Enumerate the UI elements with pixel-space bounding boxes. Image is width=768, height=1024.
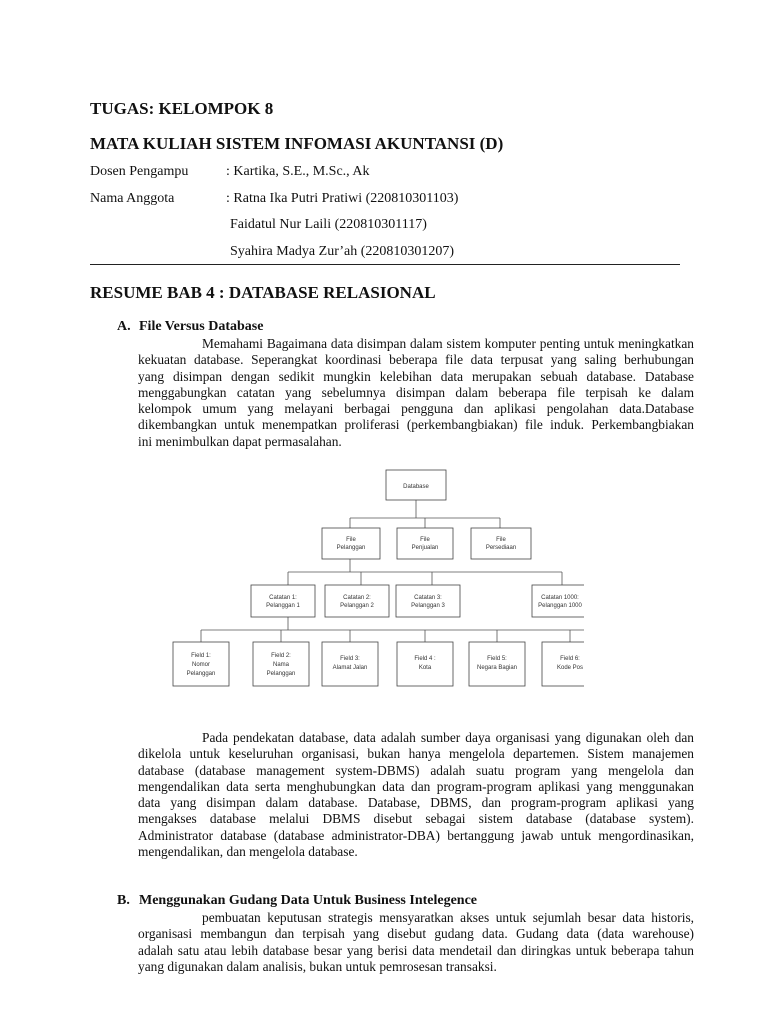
section-a-paragraph-2 — [138, 730, 694, 860]
node-field — [469, 642, 525, 686]
section-b-letter: B. — [117, 893, 130, 908]
para-line: adalah satu atau lebih database besar yang berisi data mendetail dan diringkas untuk beberapa tahun — [138, 942, 694, 958]
node-label: File — [496, 537, 506, 543]
para-line: organisasi membangun dan terpisah yang disebut gudang data. Gudang data (data warehouse) — [138, 926, 694, 942]
para-line: yang disimpan dengan sedikit mungkin kelebihan data merupakan sebuah database. Database — [138, 368, 694, 384]
section-a-paragraph-1 — [138, 336, 694, 450]
course-title: MATA KULIAH SISTEM INFOMASI AKUNTANSI (D) — [90, 134, 504, 153]
node-label: Negara Bagian — [476, 665, 518, 671]
node-file — [397, 528, 453, 559]
node-label: File — [420, 537, 430, 543]
node-label: Kode Pos — [556, 665, 584, 671]
para-line: mengakses database melalui DBMS disebut sebagai sistem database (database system). — [138, 811, 694, 827]
node-label: Pelanggan — [186, 671, 216, 677]
node-label: Pelanggan 1000 — [538, 603, 582, 609]
divider-rule — [90, 264, 680, 265]
node-label: Catatan 1000: — [541, 595, 579, 601]
assignment-title: TUGAS: KELOMPOK 8 — [90, 99, 274, 118]
lecturer-value: : Kartika, S.E., M.Sc., Ak — [226, 164, 370, 179]
node-file — [322, 528, 380, 559]
node-label: Alamat Jalan — [332, 665, 368, 671]
node-record — [532, 585, 584, 617]
node-label: Field 4 : — [414, 656, 436, 662]
node-label: Pelanggan — [336, 545, 366, 551]
section-b-paragraph — [138, 910, 694, 975]
node-field — [397, 642, 453, 686]
para-line: pembuatan keputusan strategis mensyaratkan akses untuk sejumlah besar data historis, — [202, 910, 694, 925]
node-label: Field 5: — [487, 656, 507, 662]
node-label: Field 3: — [340, 656, 360, 662]
para-line: kekuatan database. Seperangkat koordinasi beberapa file data terpusat yang saling berhubungan — [138, 352, 694, 368]
node-label: Field 2: — [271, 653, 291, 659]
para-line: mengendalikan, dan mengelola database. — [138, 844, 358, 860]
resume-title: RESUME BAB 4 : DATABASE RELASIONAL — [90, 283, 436, 302]
node-file — [471, 528, 531, 559]
node-label: Persediaan — [485, 545, 517, 551]
para-line: Administrator database (database administrator-DBA) bertanggung jawab untuk mengordinasikan, — [138, 827, 694, 843]
node-label: Pelanggan — [266, 671, 296, 677]
node-record — [325, 585, 389, 617]
node-label: Field 1: — [191, 653, 211, 659]
member-1: : Ratna Ika Putri Pratiwi (220810301103) — [226, 191, 459, 206]
para-line: Memahami Bagaimana data disimpan dalam sistem komputer penting untuk meningkatkan — [202, 336, 694, 351]
para-line: kelompok umum yang melayani berbagai pengguna dan aplikasi pengolahan data.Database — [138, 401, 694, 417]
node-record — [396, 585, 460, 617]
node-label: Nomor — [191, 662, 211, 668]
member-3: Syahira Madya Zur’ah (220810301207) — [230, 244, 455, 259]
node-label: Database — [403, 484, 429, 490]
node-label: File — [346, 537, 356, 543]
para-line: ini menimbulkan dapat permasalahan. — [138, 433, 342, 449]
lecturer-label: Dosen Pengampu — [90, 164, 189, 179]
members-label: Nama Anggota — [90, 191, 175, 206]
node-label: Pelanggan 3 — [411, 603, 445, 609]
node-field — [542, 642, 584, 686]
node-label: Catatan 3: — [414, 595, 442, 601]
para-line: dikelola untuk keseluruhan organisasi, bukan hanya mengelola departemen. Sistem manajemen — [138, 746, 694, 762]
node-label: Nama — [272, 662, 290, 668]
node-record — [251, 585, 315, 617]
node-label: Pelanggan 2 — [340, 603, 374, 609]
node-label: Pelanggan 1 — [266, 603, 300, 609]
node-label: Kota — [418, 665, 432, 671]
para-line: dikembangkan untuk menempatkan proliferasi (perkembangbiakan) file induk. Perkembangbiakan — [138, 417, 694, 433]
para-line: database (database management system-DBMS) adalah suatu program yang mengelola dan — [138, 762, 694, 778]
section-a-letter: A. — [117, 319, 131, 334]
para-line: Pada pendekatan database, data adalah sumber daya organisasi yang digunakan oleh dan — [202, 730, 694, 745]
para-line: menggabungkan catatan yang sebelumnya disimpan dalam beberapa file terpisah ke dalam — [138, 384, 694, 400]
node-field — [322, 642, 378, 686]
node-label: Penjualan — [411, 545, 439, 551]
para-line: mengendalikan data serta menghubungkan data dan program-program aplikasi yang menggunakan — [138, 778, 694, 794]
section-b-heading: Menggunakan Gudang Data Untuk Business Intelegence — [139, 893, 478, 908]
member-2: Faidatul Nur Laili (220810301117) — [230, 217, 427, 232]
para-line: yang digunakan dalam analisis, bukan untuk pemrosesan transaksi. — [138, 958, 497, 974]
node-label: Catatan 2: — [343, 595, 371, 601]
node-label: Catatan 1: — [269, 595, 297, 601]
section-a-heading: File Versus Database — [139, 319, 264, 334]
database-hierarchy-diagram — [170, 462, 584, 692]
para-line: data yang disimpan dalam database. Database, DBMS, dan program-program aplikasi yang — [138, 795, 694, 811]
node-label: Field 6: — [560, 656, 580, 662]
